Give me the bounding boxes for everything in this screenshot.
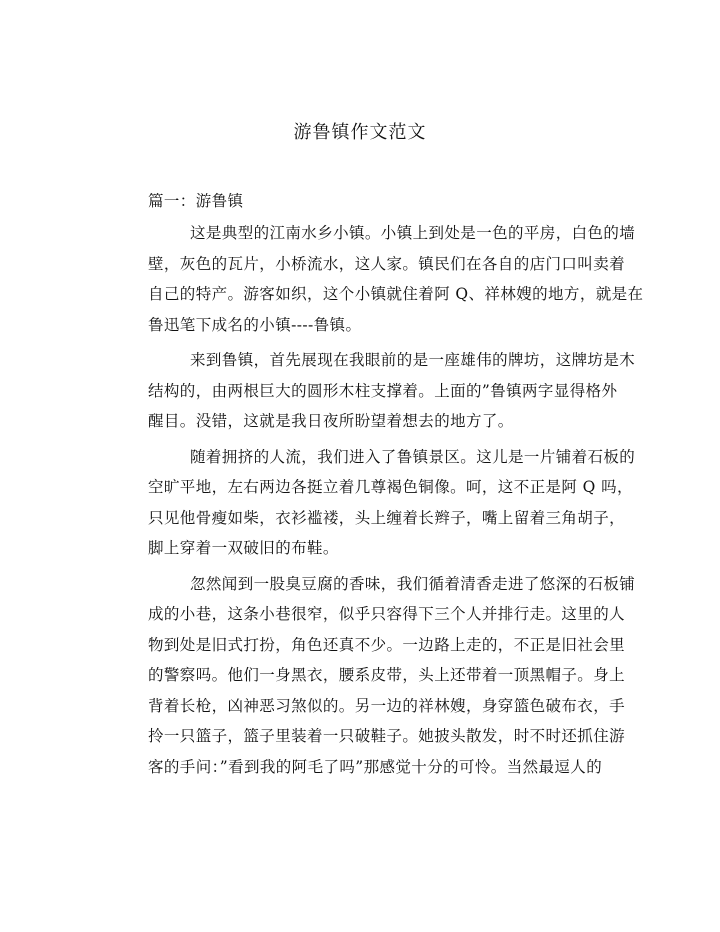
paragraph-4 bbox=[106, 569, 636, 783]
paragraph-line: 拎一只篮子，篮子里装着一只破鞋子。她披头散发，时不时还抓住游 bbox=[148, 727, 626, 745]
paragraph-line: 醒目。没错，这就是我日夜所盼望着想去的地方了。 bbox=[148, 412, 514, 430]
paragraph-line: 客的手问：”看到我的阿毛了吗”那感觉十分的可怜。当然最逗人的 bbox=[148, 757, 603, 776]
paragraph-line: 背着长枪，凶神恶习煞似的。另一边的祥林嫂，身穿篮色破布衣，手 bbox=[148, 696, 626, 715]
paragraph-line: 鲁迅笔下成名的小镇----鲁镇。 bbox=[148, 315, 362, 334]
paragraph-line: 空旷平地，左右两边各挺立着几尊褐色铜像。呵，这不正是阿 Q 吗， bbox=[148, 478, 633, 496]
paragraph-line: 物到处是旧式打扮，角色还真不少。一边路上走的，不正是旧社会里 bbox=[148, 635, 626, 654]
paragraph-line: 壁，灰色的瓦片，小桥流水，这人家。镇民们在各自的店门口叫卖着 bbox=[148, 254, 626, 273]
paragraph-line: 忽然闻到一股臭豆腐的香味，我们循着清香走进了悠深的石板铺 bbox=[190, 574, 636, 593]
section-heading: 篇一：游鲁镇 bbox=[148, 192, 244, 210]
paragraph-line: 成的小巷，这条小巷很窄，似乎只容得下三个人并排行走。这里的人 bbox=[148, 605, 626, 623]
paragraph-line: 这是典型的江南水乡小镇。小镇上到处是一色的平房，白色的墙 bbox=[190, 224, 636, 242]
paragraph-3 bbox=[106, 442, 636, 564]
document-title: 游鲁镇作文范文 bbox=[293, 122, 427, 143]
paragraph-line: 的警察吗。他们一身黑衣，腰系皮带，头上还带着一顶黑帽子。身上 bbox=[148, 666, 626, 684]
paragraph-line: 脚上穿着一双破旧的布鞋。 bbox=[148, 539, 339, 557]
paragraph-line: 只见他骨瘦如柴，衣衫褴褛，头上缠着长辫子，嘴上留着三角胡子， bbox=[148, 508, 626, 527]
document-body bbox=[106, 184, 644, 782]
paragraph-line: 随着拥挤的人流，我们进入了鲁镇景区。这儿是一片铺着石板的 bbox=[190, 447, 636, 466]
paragraph-line: 自己的特产。游客如织，这个小镇就住着阿 Q、祥林嫂的地方，就是在 bbox=[148, 285, 644, 303]
paragraph-1 bbox=[106, 218, 644, 340]
paragraph-2 bbox=[106, 345, 636, 437]
paragraph-line: 结构的，由两根巨大的圆形木柱支撑着。上面的”鲁镇两字显得格外 bbox=[148, 381, 618, 400]
paragraph-line: 来到鲁镇，首先展现在我眼前的是一座雄伟的牌坊，这牌坊是木 bbox=[190, 351, 636, 369]
